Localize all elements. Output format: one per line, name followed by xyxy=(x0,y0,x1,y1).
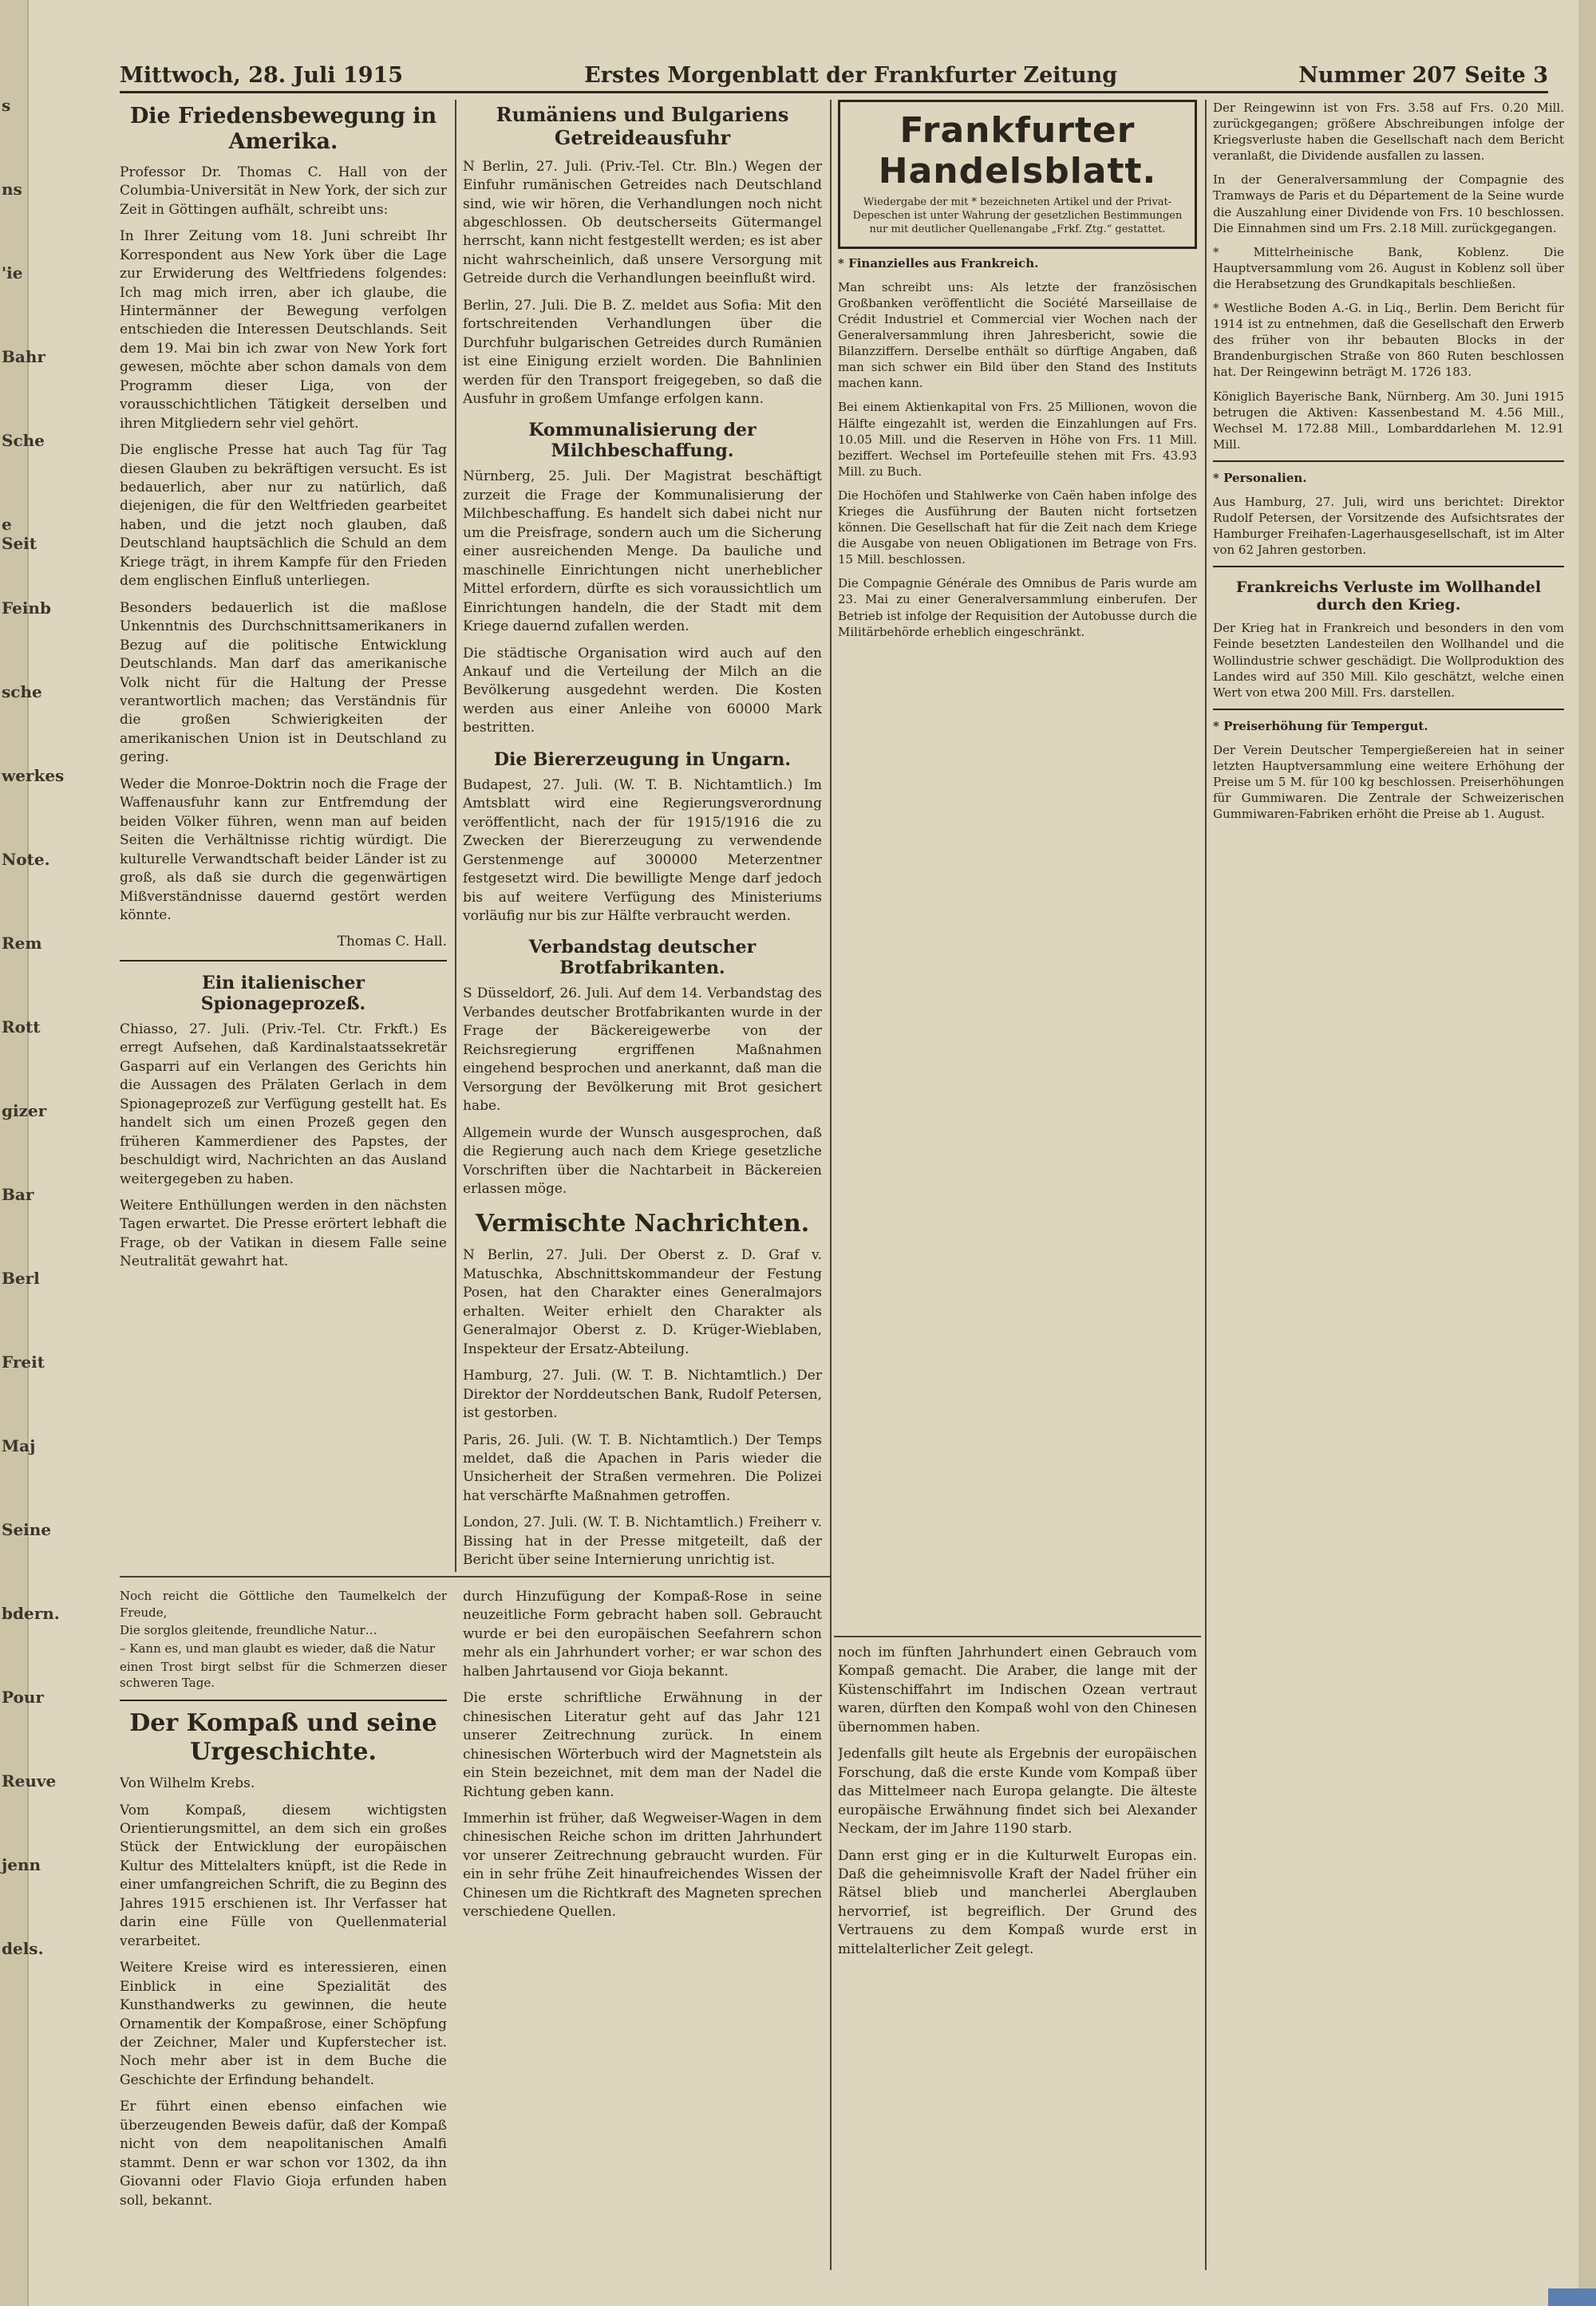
article-paragraph: Die städtische Organisation wird auch auf den Ankauf und die Verteilung der Milch an die Bevölkerung ausgedehnt werden. Die Kosten werden aus einer Anleihe von 60000 Mark bestritten. xyxy=(463,645,822,736)
poem-line: Noch reicht die Göttliche den Taumelkelch der Freude, xyxy=(120,1589,447,1620)
gutter-fragment: Rem xyxy=(2,934,42,953)
article-paragraph: * Westliche Boden A.-G. in Liq., Berlin. Dem Bericht für 1914 ist zu entnehmen, daß die Gesellschaft den Erwerb des früher von ihr bebauten Blocks in der Brandenburgischen Straße von 860 Ruten beschlossen hat. Der Reingewinn beträgt M. 1726 183. xyxy=(1213,301,1564,380)
poem-line: einen Trost birgt selbst für die Schmerzen dieser schweren Tage. xyxy=(120,1659,447,1691)
gutter-fragment: sche xyxy=(2,682,42,701)
article-paragraph: Hamburg, 27. Juli. (W. T. B. Nichtamtlich.) Der Direktor der Norddeutschen Bank, Rudolf Petersen, ist gestorben. xyxy=(463,1368,822,1422)
article-paragraph: Paris, 26. Juli. (W. T. B. Nichtamtlich.) Der Temps meldet, daß die Apachen in Paris wieder die Unsicherheit der Straßen vermehren. Die Polizei hat verschärfte Maßnahmen getroffen. xyxy=(463,1431,822,1504)
article-paragraph: Die erste schriftliche Erwähnung in der chinesischen Literatur geht auf das Jahr 121 unserer Zeitrechnung zurück. In einem chinesischen Wörterbuch wird der Magnetstein als ein Stein bezeichnet, mit dem man der Nadel die Richtung geben kann. xyxy=(463,1690,822,1800)
feuilleton-column-3 xyxy=(838,1644,1197,2266)
article-paragraph: Weitere Kreise wird es interessieren, einen Einblick in eine Spezialität des Kunsthandwerks zu gewinnen, die heute Ornamentik der Kompaßrose, einer Schöpfung der Zeichner, Maler und Kupferstecher ist. Noch mehr aber ist in dem Buche die Geschichte der Erfindung behandelt. xyxy=(120,1960,447,2088)
article-paragraph: Berlin, 27. Juli. Die B. Z. meldet aus Sofia: Mit den fortschreitenden Verhandlungen über die Durchfuhr bulgarischen Getreides durch Rumänien ist eine Einigung erzielt worden. Die Bahnlinien werden für den Transport freigegeben, so daß die Ausfuhr in großem Umfange erfolgen kann. xyxy=(463,297,822,408)
gutter-fragment: bdern. xyxy=(2,1604,60,1623)
gutter-fragment: Rott xyxy=(2,1017,41,1037)
article-paragraph: In Ihrer Zeitung vom 18. Juni schreibt Ihr Korrespondent aus New York über die Lage zur Erwiderung des Weltfriedens folgendes: Ich mag mich irren, aber ich glaube, die Hintermänner der Bewegung verfolgen entschieden die Interessen Deutschlands. Seit dem 19. Mai bin ich zwar von New York fort gewesen, möchte aber schon damals von dem Programm dieser Liga, von der vorausschichtlichen Tätigkeit derselben und ihren Mitgliedern sehr viel gehört. xyxy=(120,228,447,432)
article-paragraph: Die englische Presse hat auch Tag für Tag diesen Glauben zu bekräftigen versucht. Es ist bedauerlich, aber nur zu natürlich, daß diejenigen, die für den Weltfrieden gearbeitet haben, und die jetzt noch glauben, daß Deutschland hauptsächlich die Schuld an dem Kriege trägt, in ihrem Kampfe für den Frieden dem englischen Einfluß unterliegen. xyxy=(120,442,447,590)
article-heading: * Finanzielles aus Frankreich. xyxy=(838,255,1039,270)
section-subtitle: Wiedergabe der mit * bezeichneten Artikel und der Privat-Depeschen ist unter Wahrung der gesetzlichen Bestimmungen nur mit deutlicher Quellenangabe „Frkf. Ztg.“ gestattet. xyxy=(852,196,1183,235)
column-rule xyxy=(1205,100,1207,2270)
article-paragraph: Allgemein wurde der Wunsch ausgesprochen, daß die Regierung auch nach dem Kriege gesetzliche Vorschriften über die Nachtarbeit in Bäckereien erlassen möge. xyxy=(463,1124,822,1197)
article-paragraph: Die Compagnie Générale des Omnibus de Paris wurde am 23. Mai zu einer Generalversammlung einberufen. Der Betrieb ist infolge der Requisition der Autobusse durch die Militärbehörde erheblich eingeschränkt. xyxy=(838,576,1197,639)
article-paragraph: Vom Kompaß, diesem wichtigsten Orientierungsmittel, an dem sich ein großes Stück der Entwicklung der europäischen Kultur des Mittelalters knüpft, ist die Rede in einer umfangreichen Schrift, die zu Beginn des Jahres 1915 erschienen ist. Ihr Verfasser hat darin eine Fülle von Quellenmaterial verarbeitet. xyxy=(120,1802,447,1949)
article-paragraph: Budapest, 27. Juli. (W. T. B. Nichtamtlich.) Im Amtsblatt wird eine Regierungsverordnung veröffentlicht, nach der für 1915/1916 die zu Zwecken der Biererzeugung zu verwendende Gerstenmenge auf 300000 Meterzentner festgesetzt wird. Die bewilligte Menge darf jedoch bis auf weitere Verfügung des Ministeriums vorläufig nur bis zur Hälfte verbraucht werden. xyxy=(463,776,822,924)
article-title: Die Friedensbewegung in Amerika. xyxy=(129,104,437,155)
gutter-fragment: Bar xyxy=(2,1185,34,1204)
article-paragraph: * Mittelrheinische Bank, Koblenz. Die Hauptversammlung vom 26. August in Koblenz soll über die Herabsetzung des Grundkapitals beschließen. xyxy=(1213,244,1564,291)
column-rule xyxy=(830,100,832,2270)
article-paragraph: Chiasso, 27. Juli. (Priv.-Tel. Ctr. Frkft.) Es erregt Aufsehen, daß Kardinalstaatssekretär Gasparri auf ein Verlangen des Gerichts hin die Aussagen des Prälaten Gerlach in dem Spionageprozeß zur Verfügung gestellt hat. Es handelt sich um einen Prozeß gegen den früheren Kammerdiener des Papstes, der beschuldigt wird, Nachrichten an das Ausland weitergegeben zu haben. xyxy=(120,1021,447,1187)
gutter-fragment: Feinb xyxy=(2,598,51,618)
gutter-fragment: werkes xyxy=(2,766,65,785)
article-paragraph: Die Hochöfen und Stahlwerke von Caën haben infolge des Krieges die Ausführung der Bauten nicht fortsetzen können. Die Gesellschaft hat für die Zeit nach dem Kriege die Ausgabe von neuen Obligationen im Betrage von Frs. 15 Mill. beschlossen. xyxy=(838,488,1197,567)
article-paragraph: Der Krieg hat in Frankreich und besonders in den vom Feinde besetzten Landesteilen den Wollhandel und die Wollindustrie schwer geschädigt. Die Wollproduktion des Landes wird auf 350 Mill. Kilo geschätzt, welche einen Wert von etwa 200 Mill. Frs. darstellen. xyxy=(1213,621,1564,700)
article-paragraph: Man schreibt uns: Als letzte der französischen Großbanken veröffentlicht die Société Marseillaise de Crédit Industriel et Commercial vier Wochen nach der Generalversammlung ihren Jahresbericht, sowie die Bilanzziffern. Derselbe enthält so dürftige Angaben, daß man sich schwer ein Bild über den Stand des Instituts machen kann. xyxy=(838,279,1197,391)
article-paragraph: Der Reingewinn ist von Frs. 3.58 auf Frs. 0.20 Mill. zurückgegangen; größere Abschreibungen infolge der Kriegsverluste haben die Gesellschaft nach dem Bericht veranlaßt, die Dividende ausfallen zu lassen. xyxy=(1213,101,1564,164)
feuilleton-rule xyxy=(120,1576,830,1577)
article-paragraph: Weitere Enthüllungen werden in den nächsten Tagen erwartet. Die Presse erörtert lebhaft die Frage, ob der Vatikan in diesem Falle seine Neutralität gewahrt hat. xyxy=(120,1197,447,1270)
poem-line: Die sorglos gleitende, freundliche Natur… xyxy=(120,1623,377,1638)
article-paragraph: Der Verein Deutscher Tempergießereien hat in seiner letzten Hauptversammlung eine weitere Erhöhung der Preise um 5 M. für 100 kg beschlossen. Preiserhöhungen für Gummiwaren. Die Zentrale der Schweizerischen Gummiwaren-Fabriken erhöht die Preise ab 1. August. xyxy=(1213,742,1564,822)
gutter-fragment: ns xyxy=(2,180,22,199)
section-divider xyxy=(1213,460,1564,462)
column-1 xyxy=(120,104,447,1568)
masthead-issue-page: Nummer 207 Seite 3 xyxy=(1298,63,1548,88)
gutter-fragment: 'ie xyxy=(2,263,23,282)
gutter-fragment: Bahr xyxy=(2,347,45,366)
article-paragraph: Aus Hamburg, 27. Juli, wird uns berichtet: Direktor Rudolf Petersen, der Vorsitzende des Aufsichtsrates der Hamburger Freihafen-Lagerhausgesellschaft, ist im Alter von 62 Jahren gestorben. xyxy=(1213,494,1564,558)
article-paragraph: Königlich Bayerische Bank, Nürnberg. Am 30. Juni 1915 betrugen die Aktiven: Kassenbestand M. 4.56 Mill., Wechsel M. 172.88 Mill., Lombarddarlehen M. 12.91 Mill. xyxy=(1213,389,1564,452)
article-paragraph: Besonders bedauerlich ist die maßlose Unkenntnis des Durchschnittsamerikaners in Bezug auf die politische Entwicklung Deutschlands. Man darf das amerikanische Volk nicht für die Haltung der Presse verantwortlich machen; das Verständnis für die großen Schwierigkeiten der amerikanischen Union ist in Deutschland zu gering. xyxy=(120,599,447,766)
article-title: Frankreichs Verluste im Wollhandel durch den Krieg. xyxy=(1235,578,1542,614)
article-paragraph: Nürnberg, 25. Juli. Der Magistrat beschäftigt zurzeit die Frage der Kommunalisierung der Milchbeschaffung. Es handelt sich dabei nicht nur um die Preisfrage, sondern auch um die Sicherung einer ausreichenden Menge. Da bauliche und maschinelle Einrichtungen nicht unerheblicher Mittel erfordern, dürfte es sich voraussichtlich um Einrichtungen handeln, die der Stadt mit dem Kriege dauernd zufallen werden. xyxy=(463,468,822,635)
article-paragraph: Weder die Monroe-Doktrin noch die Frage der Waffenausfuhr kann zur Entfremdung der beiden Völker führen, wenn man auf beiden Seiten die Verhältnisse richtig würdigt. Die kulturelle Verwandtschaft beider Länder ist zu groß, als daß sie durch die gegenwärtigen Mißverständnisse dauernd gestört werden könnte. xyxy=(120,776,447,923)
handelsblatt-header xyxy=(838,100,1197,249)
article-paragraph: S Düsseldorf, 26. Juli. Auf dem 14. Verbandstag des Verbandes deutscher Brotfabrikanten wurde in der Frage der Bäckereigewerbe von der Reichsregierung ergriffenen Maßnahmen eingehend besprochen und anerkannt, daß man die Versorgung der Bevölkerung mit Brot gesichert habe. xyxy=(463,985,822,1115)
article-paragraph: Er führt einen ebenso einfachen wie überzeugenden Beweis dafür, daß der Kompaß nicht von dem neapolitanischen Amalfi stammt. Denn er war schon vor 1302, da ihn Giovanni oder Flavio Gioja erfunden haben soll, bekannt. xyxy=(120,2099,447,2209)
gutter-fragment: Pour xyxy=(2,1688,44,1707)
gutter-fragment: Reuve xyxy=(2,1771,57,1791)
article-title: Rumäniens und Bulgariens Getreideausfuhr xyxy=(496,104,789,149)
article-heading: * Personalien. xyxy=(1213,470,1307,485)
gutter-fragment: Freit xyxy=(2,1352,45,1372)
article-title: Die Biererzeugung in Ungarn. xyxy=(493,748,792,770)
page-right-edge xyxy=(1578,0,1596,2306)
article-paragraph: noch im fünften Jahrhundert einen Gebrauch vom Kompaß gemacht. Die Araber, die lange mit der Küstenschiffahrt im Indischen Ozean vertraut waren, dürften den Kompaß wohl von den Chinesen übernommen haben. xyxy=(838,1645,1197,1735)
feuilleton-title: Der Kompaß und seine Urgeschichte. xyxy=(129,1709,437,1767)
section-divider xyxy=(120,1700,447,1701)
article-paragraph: durch Hinzufügung der Kompaß-Rose in seine neuzeitliche Form gebracht haben soll. Gebraucht wurde er bei den europäischen Seefahrern schon mehr als ein Jahrhundert vorher; er war schon des halben Jahrtausend vor Gioja bekannt. xyxy=(463,1589,822,1680)
article-paragraph: N Berlin, 27. Juli. (Priv.-Tel. Ctr. Bln.) Wegen der Einfuhr rumänischen Getreides nach Deutschland sind, wie wir hören, die Verhandlungen noch nicht abgeschlossen. Ob deutscherseits Gütermangel herrscht, kann nicht festgestellt werden; es ist aber nicht wahrscheinlich, daß unsere Versorgung mit Getreide durch die Verhandlungen beeinflußt wird. xyxy=(463,158,822,287)
article-title: Vermischte Nachrichten. xyxy=(475,1210,810,1238)
article-paragraph: Jedenfalls gilt heute als Ergebnis der europäischen Forschung, daß die erste Kunde vom Kompaß über das Mittelmeer nach Europa gelangte. Die älteste europäische Erwähnung findet sich bei Alexander Neckam, der im Jahre 1190 starb. xyxy=(838,1746,1197,1838)
article-heading: * Preiserhöhung für Tempergut. xyxy=(1213,718,1428,733)
article-title: Ein italienischer Spionageprozeß. xyxy=(200,972,366,1014)
article-paragraph: N Berlin, 27. Juli. Der Oberst z. D. Graf v. Matuschka, Abschnittskommandeur der Festung Posen, hat den Charakter eines Generalmajors erhalten. Weiter erhielt den Charakter als Generalmajor Oberst z. D. Krüger-Wieblaben, Inspekteur der Ersatz-Abteilung. xyxy=(463,1247,822,1357)
masthead-date: Mittwoch, 28. Juli 1915 xyxy=(120,63,404,88)
article-paragraph: Bei einem Aktienkapital von Frs. 25 Millionen, wovon die Hälfte eingezahlt ist, werden die Einzahlungen auf Frs. 10.05 Mill. und die Reserven in Höhe von Frs. 11 Mill. beziffert. Wechsel im Portefeuille stehen mit Frs. 43.93 Mill. zu Buch. xyxy=(838,400,1197,479)
gutter-fragment: gizer xyxy=(2,1101,47,1120)
article-title: Verbandstag deutscher Brotfabrikanten. xyxy=(528,937,757,979)
section-title: Frankfurter Handelsblatt. xyxy=(878,110,1157,192)
article-signature: Thomas C. Hall. xyxy=(337,934,447,950)
feuilleton-column-1 xyxy=(120,1588,447,2274)
gutter-fragment: Note. xyxy=(2,850,50,869)
gutter-fragment: Seine xyxy=(2,1520,52,1539)
masthead-paper-title: Erstes Morgenblatt der Frankfurter Zeitung xyxy=(584,63,1118,88)
article-byline: Professor Dr. Thomas C. Hall von der Columbia-Universität in New York, der sich zur Zeit in Göttingen aufhält, schreibt uns: xyxy=(120,164,447,218)
article-title: Kommunalisierung der Milchbeschaffung. xyxy=(528,420,757,462)
gutter-fragment: Sche xyxy=(2,431,45,450)
scan-color-strip xyxy=(1548,2288,1596,2306)
gutter-fragment: s xyxy=(2,96,11,115)
poem-line: – Kann es, und man glaubt es wieder, daß die Natur xyxy=(120,1641,436,1656)
section-divider xyxy=(1213,566,1564,567)
feuilleton-column-2 xyxy=(463,1588,822,2274)
column-2 xyxy=(463,104,822,1568)
masthead xyxy=(120,56,1548,93)
gutter-fragment: jenn xyxy=(2,1855,41,1874)
article-paragraph: London, 27. Juli. (W. T. B. Nichtamtlich.) Freiherr v. Bissing hat in der Presse mitgeteilt, daß der Bericht über seine Internierung unrichtig ist. xyxy=(463,1514,822,1568)
gutter-fragment: e Seit xyxy=(2,515,38,553)
article-paragraph: Immerhin ist früher, daß Wegweiser-Wagen in dem chinesischen Reiche schon im dritten Jahrhundert vor unserer Zeitrechnung gebraucht wurden. Für ein in sehr frühe Zeit hinaufreichendes Wissen der Chinesen um die Richtkraft des Magneten sprechen verschiedene Quellen. xyxy=(463,1810,822,1921)
gutter-fragment: Berl xyxy=(2,1269,40,1288)
feuilleton-rule xyxy=(834,1636,1201,1637)
previous-page-gutter xyxy=(0,0,65,2306)
column-4 xyxy=(1213,100,1564,2270)
gutter-fragment: Maj xyxy=(2,1436,36,1455)
article-paragraph: Dann erst ging er in die Kulturwelt Europas ein. Daß die geheimnisvolle Kraft der Nadel früher ein Rätsel blieb und mancherlei Aberglauben hervorrief, ist begreiflich. Der Grund des Vertrauens zu dem Kompaß wurde erst in mittelalterlicher Zeit gelegt. xyxy=(838,1847,1197,1957)
feuilleton-byline: Von Wilhelm Krebs. xyxy=(120,1775,255,1792)
section-divider xyxy=(1213,709,1564,710)
gutter-fragment: dels. xyxy=(2,1939,44,1958)
column-rule xyxy=(455,100,456,1572)
article-paragraph: In der Generalversammlung der Compagnie des Tramways de Paris et du Département de la Seine wurde die Auszahlung einer Dividende von Frs. 10 beschlossen. Die Einnahmen sind um Frs. 2.18 Mill. zurückgegangen. xyxy=(1213,172,1564,235)
section-divider xyxy=(120,960,447,961)
